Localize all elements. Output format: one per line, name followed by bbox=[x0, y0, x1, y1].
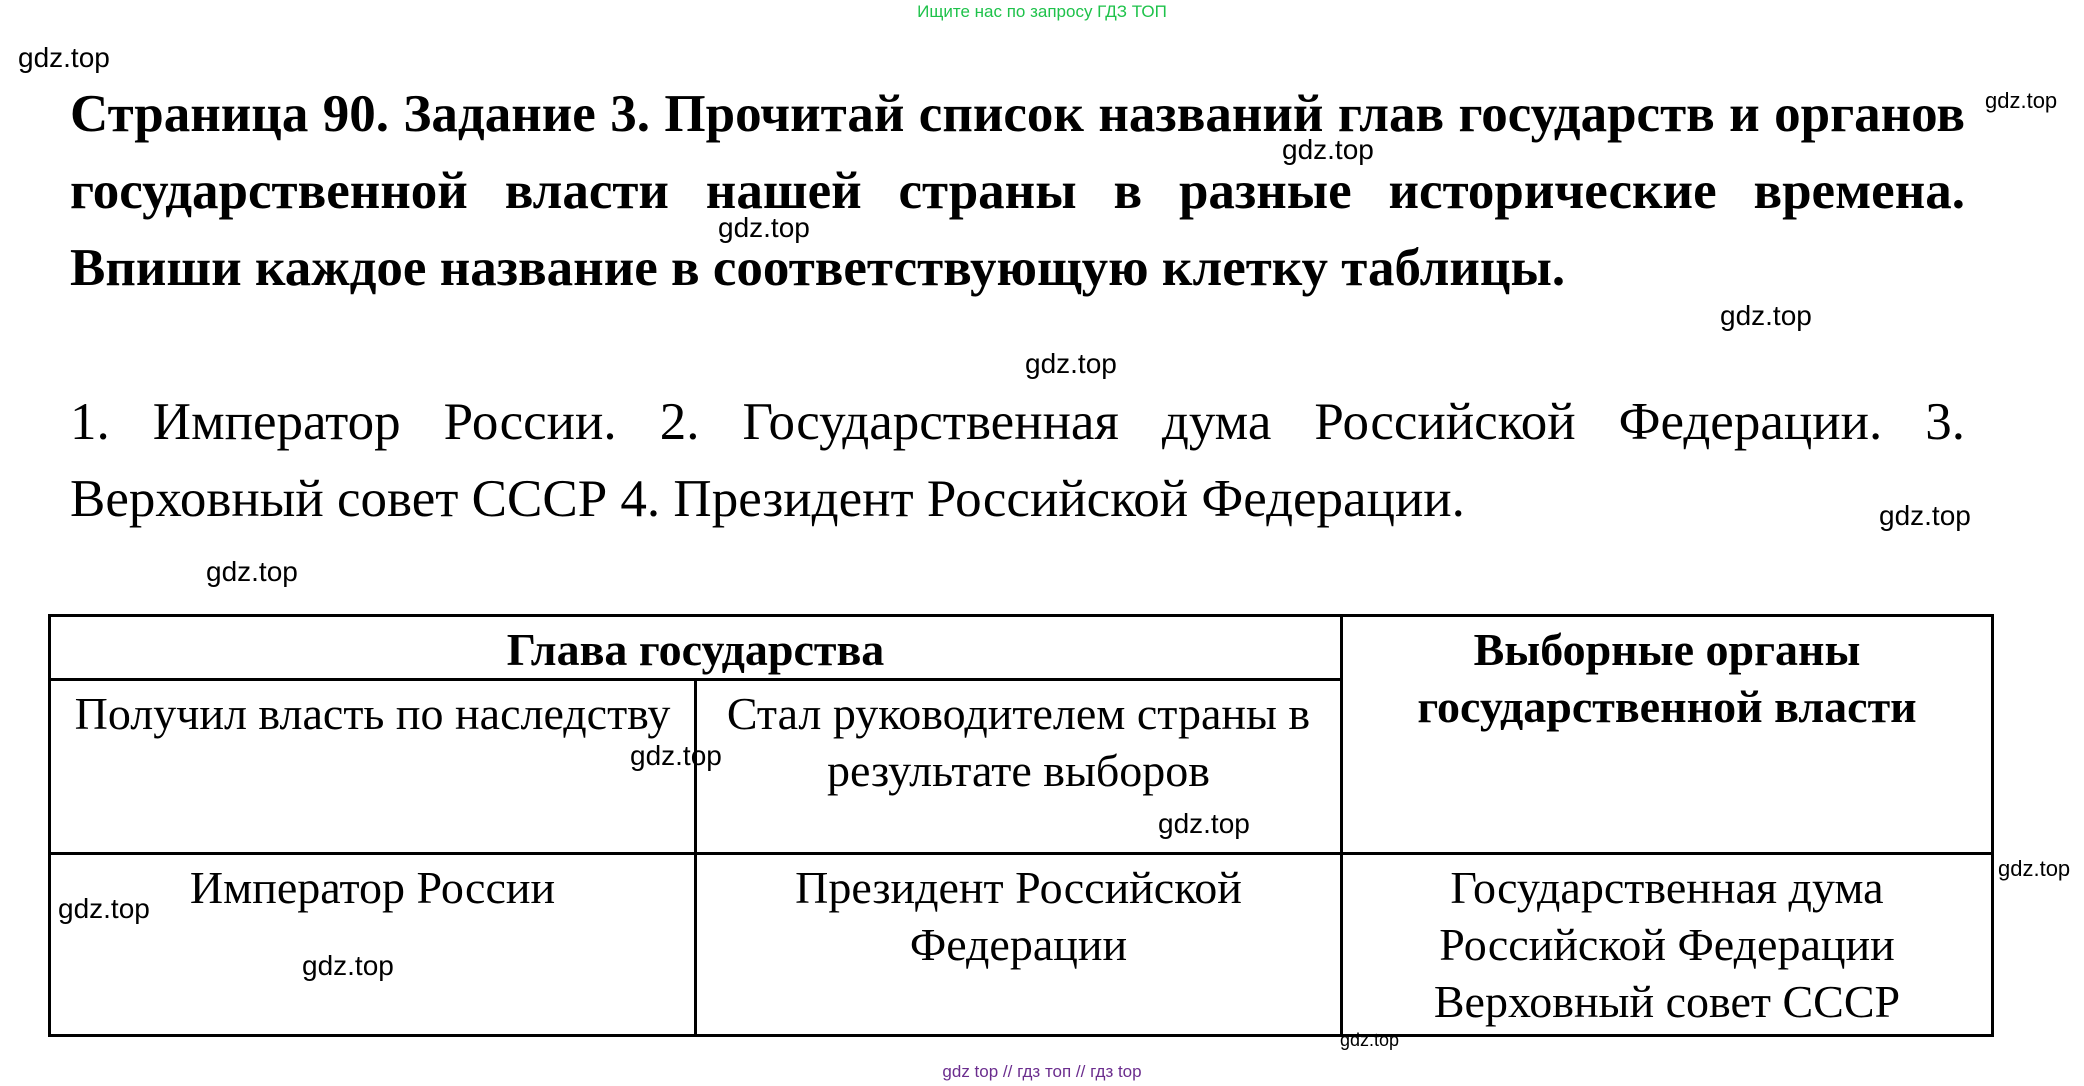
cell-bodies-line2: Верховный совет СССР bbox=[1433, 976, 1901, 1027]
watermark: gdz.top bbox=[1720, 300, 1812, 331]
watermark: gdz.top bbox=[302, 950, 394, 981]
watermark: gdz.top bbox=[1879, 500, 1971, 531]
cell-bodies-line1: Государственная дума Российской Федерации bbox=[1439, 862, 1895, 970]
cell-elected: Президент Российской Федерации bbox=[696, 854, 1342, 1036]
cell-inherited: Император России bbox=[50, 854, 696, 1036]
watermark: gdz.top bbox=[1985, 88, 2058, 113]
watermark: gdz.top bbox=[1158, 808, 1250, 839]
watermark: gdz.top bbox=[206, 556, 298, 587]
task-title: Страница 90. Задание 3. Прочитай список названий глав государств и органов государственной власти нашей страны в разные исторические времена. Впиши каждое название в соответствующую клетку таблицы. bbox=[70, 85, 1965, 297]
watermark: gdz.top bbox=[58, 893, 150, 924]
watermark: gdz.top bbox=[1282, 134, 1374, 165]
watermark: gdz.top bbox=[1340, 1030, 1400, 1050]
watermark: gdz.top bbox=[718, 212, 810, 243]
header-head-of-state: Глава государства bbox=[50, 616, 1342, 680]
task-body: 1. Император России. 2. Государственная дума Российской Федерации. 3. Верховный совет СССР 4. Президент Российской Федерации. bbox=[70, 393, 1965, 528]
watermark: gdz.top bbox=[18, 42, 110, 73]
cell-elected-bodies bbox=[1342, 854, 1993, 1036]
watermark: gdz.top bbox=[1025, 348, 1117, 379]
watermark: gdz.top bbox=[630, 740, 722, 771]
header-elected-bodies: Выборные органы государственной власти bbox=[1342, 616, 1993, 854]
watermark: gdz.top bbox=[1998, 856, 2071, 881]
subheader-inherited: Получил власть по наследству bbox=[50, 680, 696, 854]
subheader-elected: Стал руководителем страны в результате выборов bbox=[696, 680, 1342, 854]
footer: gdz top // гдз топ // гдз top bbox=[942, 1062, 1142, 1081]
top-banner: Ищите нас по запросу ГДЗ ТОП bbox=[917, 2, 1167, 21]
